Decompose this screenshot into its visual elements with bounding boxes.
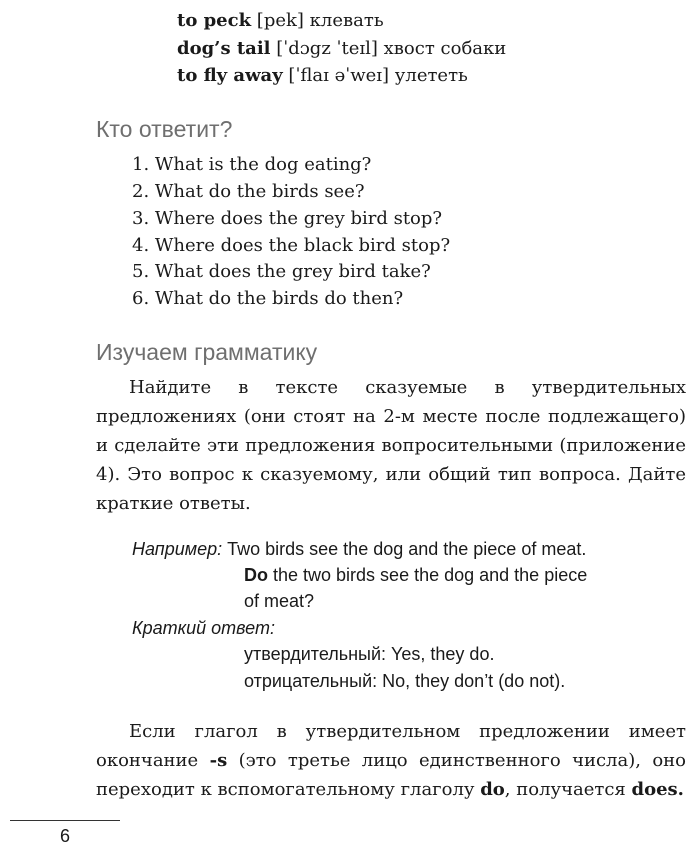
vocab-word: to peck (177, 10, 252, 31)
vocab-entry (177, 36, 506, 62)
section-heading-who-answers: Кто ответит? (96, 116, 233, 142)
affirmative-answer: утвердительный: Yes, they do. (244, 644, 495, 664)
example-sentence: Two birds see the dog and the piece of meat. (227, 539, 587, 559)
rule-paragraph (96, 717, 686, 804)
question-item: 6. What do the birds do then? (132, 288, 404, 309)
vocab-word: to fly away (177, 65, 283, 86)
vocab-transcription: [ˈflaɪ əˈweɪ] (288, 65, 390, 86)
question-item: 1. What is the dog eating? (132, 154, 372, 175)
rule-aux-do: do (480, 779, 505, 800)
footer-rule (10, 820, 120, 821)
vocab-entry (177, 8, 384, 34)
example-question-rest: the two birds see the dog and the piece (268, 565, 588, 585)
rule-text-part: Если глагол в утвердительном предложении имеет окончание (96, 721, 686, 771)
example-label: Например: (132, 539, 223, 559)
example-line (132, 536, 586, 563)
example-question-line (244, 562, 587, 589)
instruction-paragraph: Найдите в тексте сказуемые в утвердительных предложениях (они стоят на 2-м месте после подлежащего) и сделайте эти предложения вопросительными (приложение 4). Это вопрос к сказуемому, или общий тип вопроса. Дайте краткие ответы. (96, 377, 686, 514)
vocab-word: dog’s tail (177, 38, 271, 59)
example-question-aux: Do (244, 565, 268, 585)
short-answer-label-text: Краткий ответ: (132, 618, 275, 638)
rule-ending: -s (209, 750, 228, 771)
question-item: 4. Where does the black bird stop? (132, 235, 451, 256)
vocab-translation: клевать (309, 10, 384, 31)
page-number: 6 (60, 826, 71, 846)
question-item: 2. What do the birds see? (132, 181, 365, 202)
rule-aux-does: does. (631, 779, 684, 800)
section-heading-grammar: Изучаем грамматику (96, 339, 318, 365)
vocab-transcription: [pek] (256, 10, 304, 31)
rule-text-part: , получается (504, 779, 632, 800)
vocab-translation: улететь (394, 65, 468, 86)
vocab-entry (177, 63, 468, 89)
rule-text-part: (это третье лицо единственного числа), оно переходит к вспомогательному глаголу (96, 750, 687, 800)
negative-answer: отрицательный: No, they don’t (do not). (244, 671, 566, 691)
question-item: 3. Where does the grey bird stop? (132, 208, 443, 229)
example-question-continuation: of meat? (244, 591, 315, 611)
question-item: 5. What does the grey bird take? (132, 261, 431, 282)
vocab-transcription: [ˈdɔgz ˈteɪl] (276, 38, 378, 59)
short-answer-label (132, 615, 275, 642)
vocab-translation: хвост собаки (383, 38, 507, 59)
